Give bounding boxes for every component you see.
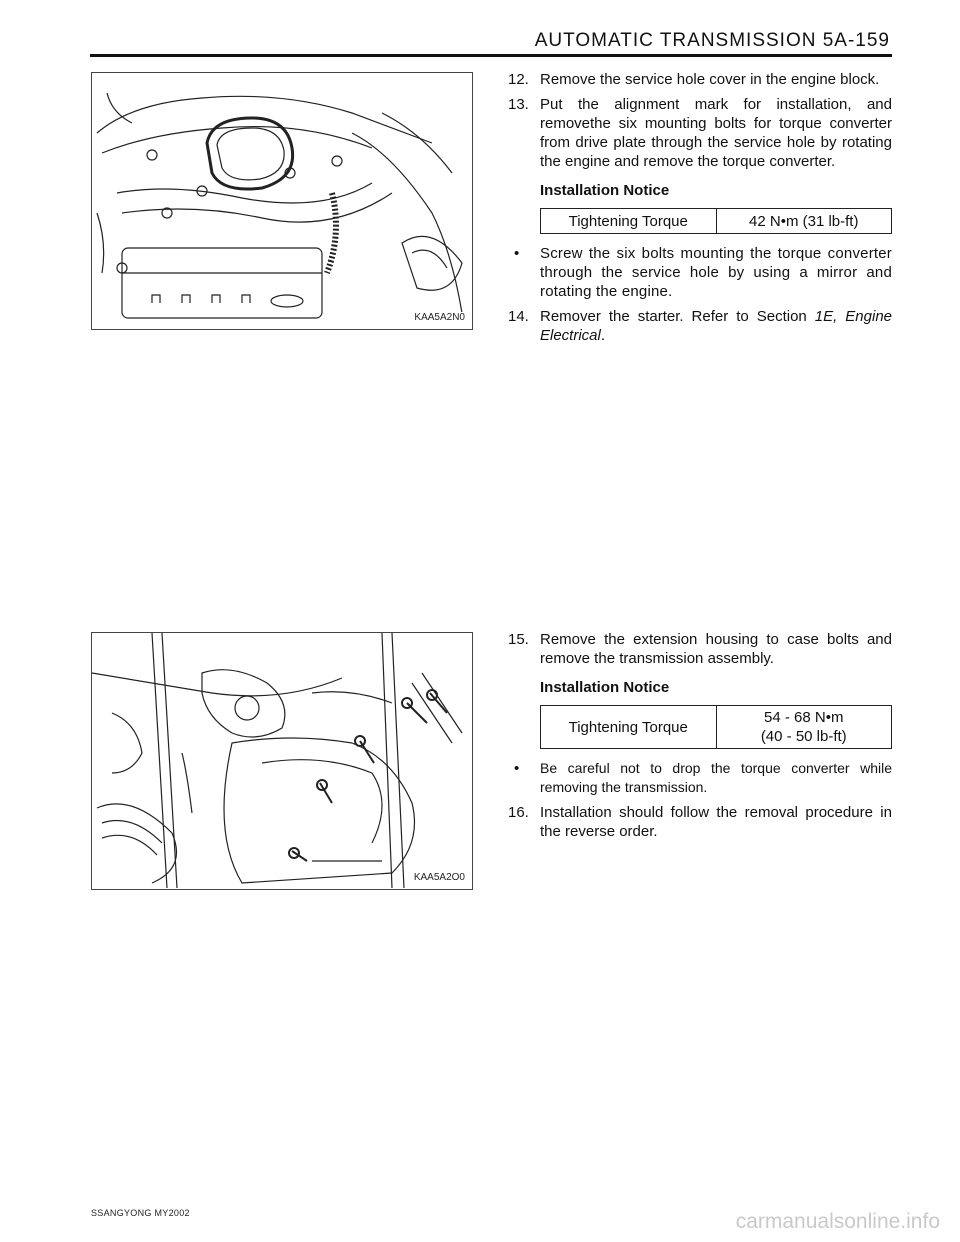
step-14 [508, 307, 892, 345]
torque-value-line-2: (40 - 50 lb-ft) [760, 728, 847, 745]
step-number: 12. [508, 71, 529, 88]
step-text-end: . [600, 327, 606, 344]
step-number: 14. [508, 308, 529, 325]
step-text: Installation should follow the removal procedure in the reverse order. [540, 804, 892, 840]
step-15 [508, 630, 892, 668]
step-12 [508, 70, 892, 89]
bullet-item [508, 244, 892, 301]
engine-service-hole-illustration [92, 73, 472, 329]
torque-spec-table [540, 208, 892, 234]
instructions-section-2 [508, 630, 892, 845]
step-13 [508, 95, 892, 171]
page-footer: SSANGYONG MY2002 [91, 1208, 190, 1218]
step-number: 16. [508, 804, 529, 821]
header-rule [90, 54, 892, 57]
step-text: Remover the starter. Refer to Section [540, 308, 815, 325]
bullet-dot: • [514, 245, 520, 262]
watermark: carmanualsonline.info [735, 1210, 940, 1233]
step-text: Remove the extension housing to case bolts and remove the transmission assembly. [540, 631, 892, 667]
torque-label-cell: Tightening Torque [541, 209, 717, 234]
installation-notice-heading: Installation Notice [540, 182, 670, 199]
instructions-section-1 [508, 70, 892, 349]
torque-spec-table [540, 705, 892, 749]
step-number: 15. [508, 631, 529, 648]
figure-transmission-bolts [91, 632, 473, 890]
bullet-item [508, 759, 892, 797]
step-16 [508, 803, 892, 841]
figure-engine-service-hole [91, 72, 473, 330]
table-row [541, 706, 892, 749]
torque-label-cell: Tightening Torque [541, 706, 717, 749]
section-reference-link-text: 1E, Engine Electrical [540, 308, 893, 344]
bullet-dot: • [514, 760, 520, 777]
step-number: 13. [508, 96, 529, 113]
step-text: Remove the service hole cover in the engine block. [540, 71, 880, 88]
transmission-bolts-illustration [92, 633, 472, 889]
figure-label: KAA5A2O0 [413, 872, 465, 883]
figure-label: KAA5A2N0 [414, 312, 465, 323]
bullet-text: Screw the six bolts mounting the torque converter through the service hole by using a mirror and rotating the engine. [540, 245, 892, 300]
bullet-text: Be careful not to drop the torque converter while removing the transmission. [540, 760, 892, 795]
torque-value-line-1: 54 - 68 N•m [764, 709, 844, 726]
page-header-title: AUTOMATIC TRANSMISSION 5A-159 [534, 30, 890, 51]
torque-value-cell [716, 706, 892, 749]
step-text: Put the alignment mark for installation, and removethe six mounting bolts for torque converter from drive plate through the service hole by rotating the engine and remove the torque converter. [540, 96, 892, 170]
torque-value-cell: 42 N•m (31 lb-ft) [716, 209, 892, 234]
installation-notice-heading: Installation Notice [540, 679, 670, 696]
table-row [541, 209, 892, 234]
